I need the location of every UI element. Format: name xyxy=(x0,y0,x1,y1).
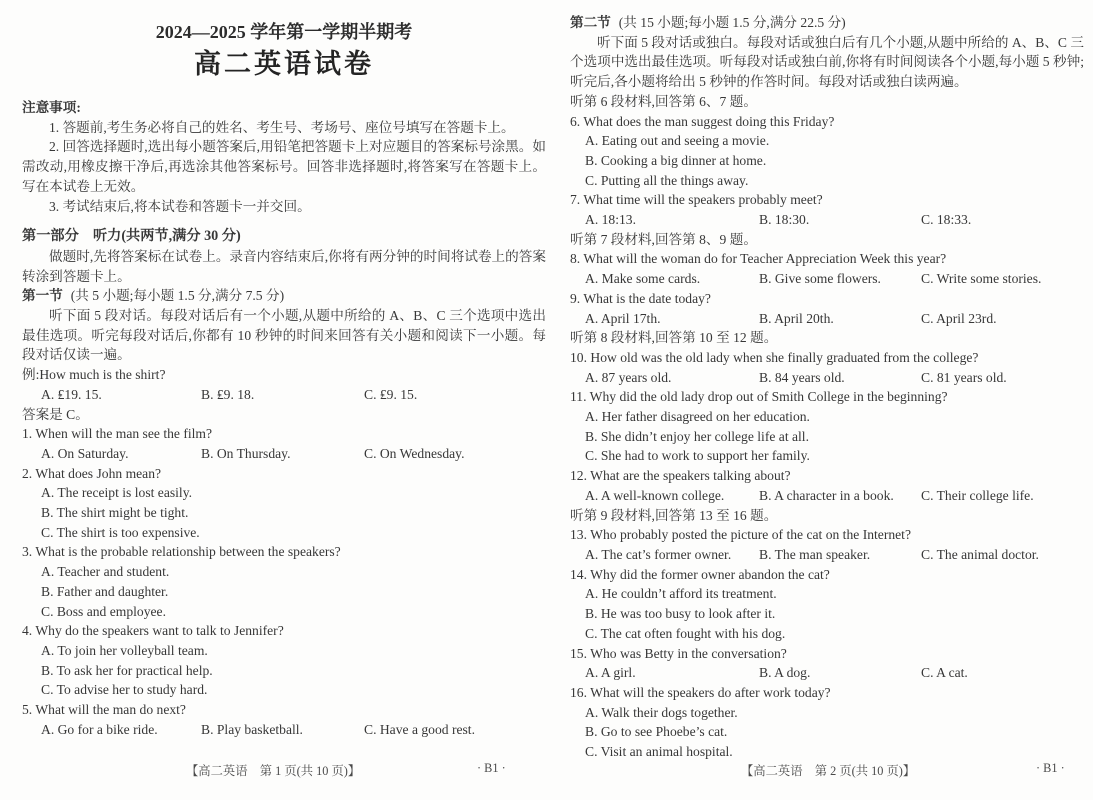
option-b: B. A character in a book. xyxy=(759,487,894,503)
option-b: B. Give some flowers. xyxy=(759,271,881,287)
part-heading: 第一部分 听力(共两节,满分 30 分) xyxy=(22,228,241,245)
paragraph: 1. 答题前,考生务必将自己的姓名、考生号、考场号、座位号填写在答题卡上。 xyxy=(49,119,515,135)
option-b: B. ₤9. 18. xyxy=(201,386,255,402)
paragraph: 2. 回答选择题时,选出每小题答案后,用铅笔把答题卡上对应题目的答案标号涂黑。如需改动,用橡皮擦干净后,再选涂其他答案标号。回答非选择题时,将答案写在答题卡上。写在本试卷上无效。 xyxy=(22,139,546,194)
option-b: B. Father and daughter. xyxy=(41,583,169,599)
footer-left-page-info: 【高二英语 第 1 页(共 10 页)】 xyxy=(186,764,361,778)
section-heading xyxy=(570,13,1084,33)
paragraph: 答案是 C。 xyxy=(22,406,89,422)
question-text: 1. When will the man see the film? xyxy=(22,426,213,442)
question-block xyxy=(22,700,546,739)
question-text: 16. What will the speakers do after work today? xyxy=(570,684,831,700)
footer-right-code: · B1 · xyxy=(1036,761,1065,775)
option-c: C. 18:33. xyxy=(921,212,972,228)
paragraph: 听第 9 段材料,回答第 13 至 16 题。 xyxy=(570,507,778,523)
option-a: A. ₤19. 15. xyxy=(41,386,102,402)
option-c: C. Have a good rest. xyxy=(364,721,475,737)
option-c: C. The cat often fought with his dog. xyxy=(585,625,786,641)
option-c: C. Boss and employee. xyxy=(41,603,166,619)
option-b: B. 84 years old. xyxy=(759,369,845,385)
question-text: 15. Who was Betty in the conversation? xyxy=(570,645,787,661)
question-text: 4. Why do the speakers want to talk to Jennifer? xyxy=(22,623,284,639)
section-label: 第一节 xyxy=(22,288,63,304)
question-text: 7. What time will the speakers probably meet? xyxy=(570,192,823,208)
option-a: A. He couldn’t afford its treatment. xyxy=(585,586,777,602)
options-row xyxy=(585,663,1084,683)
question-block xyxy=(22,424,546,463)
notice-heading: 注意事项: xyxy=(22,100,81,115)
paragraph: 听第 7 段材料,回答第 8、9 题。 xyxy=(570,231,757,247)
options-row xyxy=(585,210,1084,230)
column-right xyxy=(570,0,1084,762)
option-a: A. A girl. xyxy=(585,665,636,681)
question-text: 6. What does the man suggest doing this Friday? xyxy=(570,113,835,129)
option-b: B. Cooking a big dinner at home. xyxy=(585,152,767,168)
option-a: A. Teacher and student. xyxy=(41,564,170,580)
option-b: B. She didn’t enjoy her college life at all. xyxy=(585,428,809,444)
option-a: A. Make some cards. xyxy=(585,271,701,287)
section-info: (共 5 小题;每小题 1.5 分,满分 7.5 分) xyxy=(70,288,285,304)
question-text: 14. Why did the former owner abandon the cat? xyxy=(570,566,830,582)
options-row xyxy=(585,269,1084,289)
option-c: C. Putting all the things away. xyxy=(585,172,749,188)
option-c: C. ₤9. 15. xyxy=(364,386,418,402)
question-block xyxy=(570,249,1084,288)
exam-session-title: 2024—2025 学年第一学期半期考 xyxy=(155,22,413,42)
question-block xyxy=(570,348,1084,387)
option-a: A. 87 years old. xyxy=(585,369,672,385)
paragraph: 听下面 5 段对话。每段对话后有一个小题,从题中所给的 A、B、C 三个选项中选出最佳选项。听完每段对话后,你都有 10 秒钟的时间来回答有关小题和阅读下一小题。每段对话仅读一遍。 xyxy=(22,308,546,363)
option-b: B. The man speaker. xyxy=(759,546,871,562)
section-heading xyxy=(22,286,546,306)
option-a: A. A well-known college. xyxy=(585,487,725,503)
paragraph: 3. 考试结束后,将本试卷和答题卡一并交回。 xyxy=(49,198,311,214)
option-a: A. Eating out and seeing a movie. xyxy=(585,133,770,149)
paragraph: 听第 8 段材料,回答第 10 至 12 题。 xyxy=(570,330,778,346)
option-c: C. Their college life. xyxy=(921,487,1034,503)
option-a: A. April 17th. xyxy=(585,310,661,326)
option-c: C. On Wednesday. xyxy=(364,445,465,461)
footer-left-code: · B1 · xyxy=(477,761,506,775)
option-c: C. She had to work to support her family. xyxy=(585,448,810,464)
option-a: A. Her father disagreed on her education. xyxy=(585,409,810,425)
question-text: 11. Why did the old lady drop out of Smith College in the beginning? xyxy=(570,389,948,405)
option-a: A. The cat’s former owner. xyxy=(585,546,732,562)
question-text: 9. What is the date today? xyxy=(570,290,711,306)
paragraph: 听下面 5 段对话或独白。每段对话或独白后有几个小题,从题中所给的 A、B、C 三个选项中选出最佳选项。听每段对话或独白前,你将有时间阅读各个小题,每小题 5 秒钟;听完后,各小题将给出 5 秒钟的作答时间。每段对话或独白读两遍。 xyxy=(570,34,1084,90)
footer-right-page-info: 【高二英语 第 2 页(共 10 页)】 xyxy=(741,764,916,778)
option-a: A. Go for a bike ride. xyxy=(41,721,158,737)
question-block xyxy=(570,683,1084,762)
paragraph: 例:How much is the shirt? xyxy=(22,367,166,383)
option-b: B. To ask her for practical help. xyxy=(41,662,213,678)
question-block xyxy=(570,387,1084,466)
question-block xyxy=(570,525,1084,564)
option-b: B. 18:30. xyxy=(759,212,810,228)
options-row xyxy=(41,720,546,740)
option-c: C. A cat. xyxy=(921,665,968,681)
options-row xyxy=(585,368,1084,388)
option-a: A. To join her volleyball team. xyxy=(41,642,208,658)
option-c: C. Visit an animal hospital. xyxy=(585,744,733,760)
exam-paper-title: 高二英语试卷 xyxy=(194,49,374,79)
option-a: A. The receipt is lost easily. xyxy=(41,485,193,501)
question-text: 13. Who probably posted the picture of the cat on the Internet? xyxy=(570,527,911,543)
question-block xyxy=(22,464,546,543)
section-info: (共 15 小题;每小题 1.5 分,满分 22.5 分) xyxy=(618,15,846,30)
question-text: 8. What will the woman do for Teacher Appreciation Week this year? xyxy=(570,251,947,267)
option-b: B. He was too busy to look after it. xyxy=(585,606,776,622)
option-a: A. On Saturday. xyxy=(41,445,129,461)
option-c: C. 81 years old. xyxy=(921,369,1007,385)
question-text: 12. What are the speakers talking about? xyxy=(570,468,791,484)
question-text: 5. What will the man do next? xyxy=(22,702,186,718)
options-row xyxy=(585,486,1084,506)
options-row xyxy=(41,385,546,405)
question-block xyxy=(22,542,546,621)
option-c: C. Write some stories. xyxy=(921,271,1042,287)
question-block xyxy=(22,621,546,700)
option-b: B. A dog. xyxy=(759,665,811,681)
option-b: B. Go to see Phoebe’s cat. xyxy=(585,724,728,740)
option-c: C. The animal doctor. xyxy=(921,546,1039,562)
question-block xyxy=(570,466,1084,505)
option-b: B. The shirt might be tight. xyxy=(41,505,189,521)
column-left xyxy=(22,0,546,740)
question-block xyxy=(570,112,1084,191)
options-row xyxy=(585,545,1084,565)
paragraph: 做题时,先将答案标在试卷上。录音内容结束后,你将有两分钟的时间将试卷上的答案转涂到答题卡上。 xyxy=(22,248,546,284)
question-block xyxy=(570,190,1084,229)
section-label: 第二节 xyxy=(570,15,611,30)
question-text: 2. What does John mean? xyxy=(22,465,162,481)
question-block xyxy=(570,289,1084,328)
option-c: C. April 23rd. xyxy=(921,310,997,326)
option-a: A. 18:13. xyxy=(585,212,636,228)
option-c: C. To advise her to study hard. xyxy=(41,682,208,698)
question-block xyxy=(570,644,1084,683)
paragraph: 听第 6 段材料,回答第 6、7 题。 xyxy=(570,93,757,109)
option-b: B. Play basketball. xyxy=(201,721,303,737)
option-b: B. April 20th. xyxy=(759,310,834,326)
option-b: B. On Thursday. xyxy=(201,445,291,461)
option-a: A. Walk their dogs together. xyxy=(585,704,738,720)
options-row xyxy=(41,444,546,464)
question-text: 10. How old was the old lady when she finally graduated from the college? xyxy=(570,349,979,365)
options-row xyxy=(585,309,1084,329)
question-block xyxy=(570,565,1084,644)
question-text: 3. What is the probable relationship between the speakers? xyxy=(22,544,341,560)
option-c: C. The shirt is too expensive. xyxy=(41,524,200,540)
